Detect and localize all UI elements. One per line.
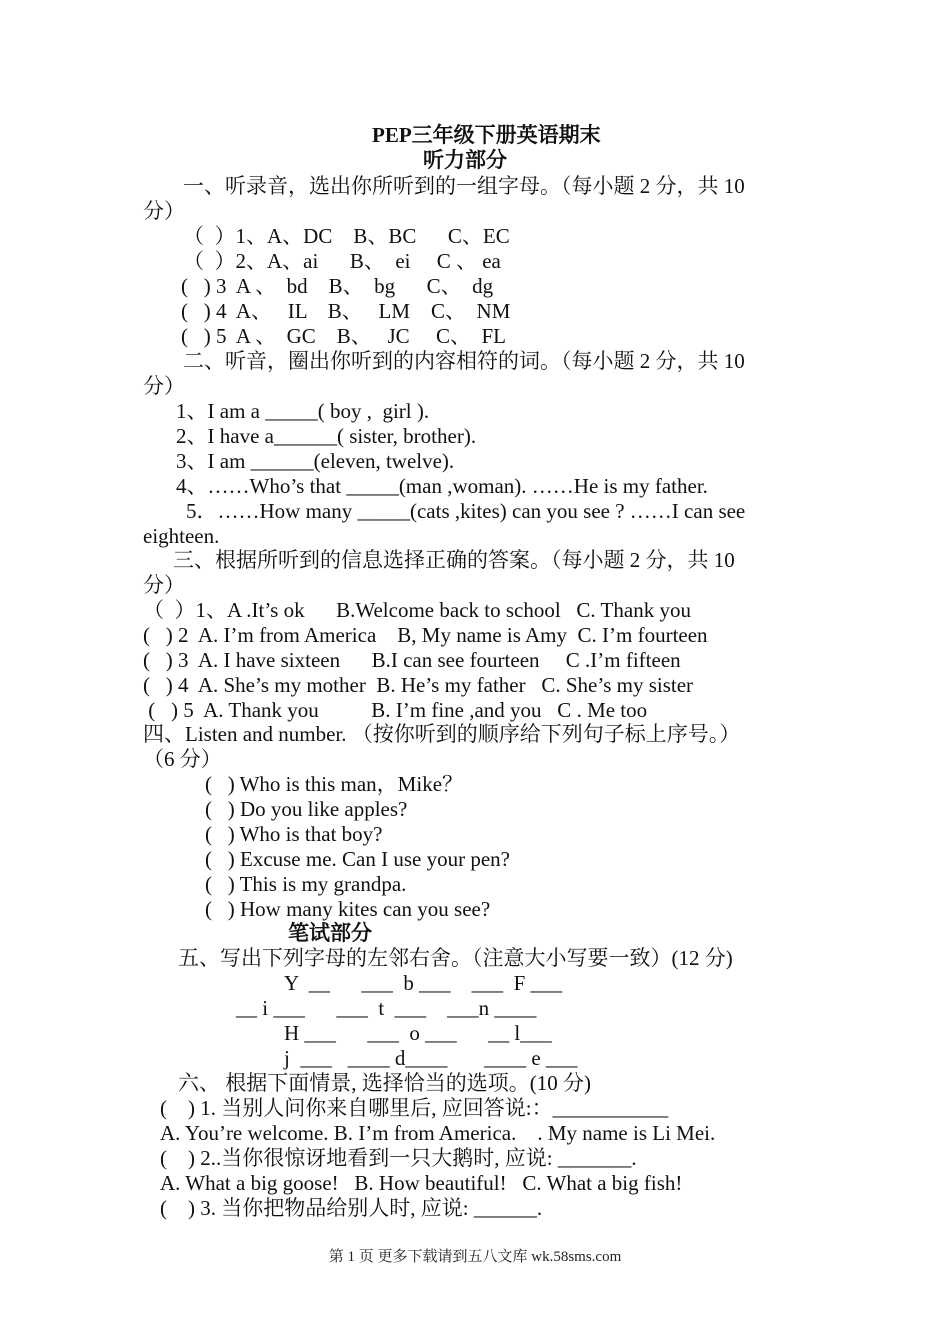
letter-row: j ___ ____ d____ ____ e ___: [284, 1046, 578, 1070]
section3-item: ( ) 2 A. I’m from America B, My name is Amy C. I’m fourteen: [143, 623, 708, 647]
section6-item: A. You’re welcome. B. I’m from America. . My name is Li Mei.: [160, 1121, 716, 1145]
section1-heading-cont: 分）: [143, 199, 185, 223]
section1-item: ( ) 3 A 、 bd B、 bg C、 dg: [181, 274, 494, 298]
section6-item: ( ) 2..当你很惊讶地看到一只大鹅时, 应说: _______.: [160, 1146, 637, 1170]
section4-item: ( ) How many kites can you see?: [205, 897, 491, 921]
section4-item: ( ) Excuse me. Can I use your pen?: [205, 847, 510, 871]
section1-item: ( ) 5 A 、 GC B、 JC C、 FL: [181, 324, 506, 348]
written-section-title: 笔试部分: [288, 921, 372, 945]
section4-heading-cont: （6 分）: [143, 747, 222, 771]
section2-item: 2、I have a______( sister, brother).: [176, 424, 477, 448]
section4-item: ( ) Do you like apples?: [205, 797, 408, 821]
section6-heading: 六、 根据下面情景, 选择恰当的选项。(10 分): [178, 1071, 591, 1095]
section6-item: ( ) 1. 当别人问你来自哪里后, 应回答说:：___________: [160, 1096, 669, 1120]
section1-item: （ ）2、A、ai B、 ei C 、 ea: [183, 249, 501, 273]
section2-item: 4、……Who’s that _____(man ,woman). ……He is my father.: [176, 474, 708, 498]
section2-heading: 二、听音，圈出你听到的内容相符的词。（每小题 2 分，共 10: [183, 349, 745, 373]
section3-item: （ ）1、A .It’s ok B.Welcome back to school C. Thank you: [143, 598, 691, 622]
listening-section-title: 听力部分: [423, 148, 507, 172]
section1-heading: 一、听录音，选出你所听到的一组字母。（每小题 2 分，共 10: [183, 174, 745, 198]
page-title: PEP三年级下册英语期末: [372, 123, 601, 147]
page-footer: 第 1 页 更多下载请到五八文库 wk.58sms.com: [328, 1249, 622, 1265]
section3-heading: 三、根据所听到的信息选择正确的答案。（每小题 2 分，共 10: [173, 548, 735, 572]
section4-heading: 四、Listen and number. （按你听到的顺序给下列句子标上序号。）: [143, 722, 741, 746]
section2-item-cont: eighteen.: [143, 524, 220, 548]
section1-item: ( ) 4 A、 IL B、 LM C、 NM: [181, 299, 511, 323]
section6-item: A. What a big goose! B. How beautiful! C. What a big fish!: [160, 1171, 683, 1195]
section3-item: ( ) 4 A. She’s my mother B. He’s my father C. She’s my sister: [143, 673, 694, 697]
section5-heading: 五、写出下列字母的左邻右舍。（注意大小写要一致）(12 分): [178, 946, 733, 970]
section4-item: ( ) This is my grandpa.: [205, 872, 407, 896]
letter-row: H ___ ___ o ___ __ l___: [284, 1021, 552, 1045]
section4-item: ( ) Who is this man，Mike？: [205, 772, 464, 796]
letter-row: Y __ ___ b ___ ___ F ___: [284, 971, 563, 995]
section4-item: ( ) Who is that boy?: [205, 822, 383, 846]
section3-heading-cont: 分）: [143, 573, 185, 597]
section3-item: ( ) 5 A. Thank you B. I’m fine ,and you C . Me too: [143, 698, 648, 722]
section2-item: 1、I am a _____( boy , girl ).: [176, 399, 430, 423]
section2-item: 5．……How many _____(cats ,kites) can you see ? ……I can see: [186, 499, 746, 523]
letter-row: __ i ___ ___ t ___ ___n ____: [236, 996, 537, 1020]
section6-item: ( ) 3. 当你把物品给别人时, 应说: ______.: [160, 1196, 543, 1220]
section2-item: 3、I am ______(eleven, twelve).: [176, 449, 455, 473]
section1-item: （ ）1、A、DC B、BC C、EC: [183, 224, 510, 248]
section3-item: ( ) 3 A. I have sixteen B.I can see fourteen C .I’m fifteen: [143, 648, 681, 672]
section2-heading-cont: 分）: [143, 374, 185, 398]
